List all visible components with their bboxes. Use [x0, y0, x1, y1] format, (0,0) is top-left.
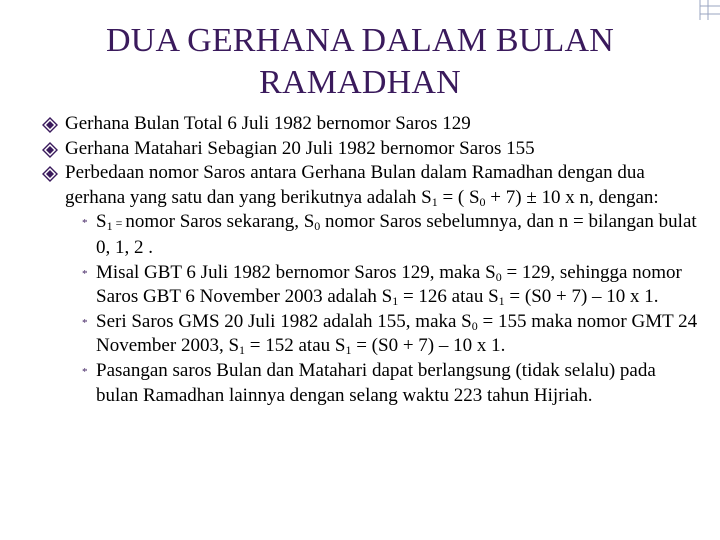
sub-bullet-item: [40, 310, 700, 359]
sub-bullet-item: [40, 210, 700, 260]
sub-bullet-item: [40, 359, 700, 408]
subscript: 1: [498, 294, 505, 309]
bullet-text: Perbedaan nomor Saros antara Gerhana Bulan dalam Ramadhan dengan dua gerhana yang satu dan yang berikutnya adalah S: [65, 162, 645, 208]
sub-text: Pasangan saros Bulan dan Matahari dapat berlangsung (tidak selalu) pada bulan Ramadhan lainnya dengan selang waktu 223 tahun Hijriah.: [96, 359, 656, 406]
subscript: 1: [239, 343, 246, 358]
diamond-bullet-icon: [42, 142, 58, 158]
subscript: 0: [314, 219, 321, 234]
sub-text: = (S0 + 7) – 10 x 1.: [504, 286, 659, 308]
sub-text: = 126 atau S: [398, 286, 499, 308]
sub-text: = (S0 + 7) – 10 x 1.: [351, 335, 506, 357]
subscript: 1: [345, 343, 352, 358]
subscript: 0: [471, 318, 478, 333]
sub-bullet-item: [40, 261, 700, 310]
sub-text: =: [112, 216, 126, 231]
bullet-text: = ( S: [437, 186, 480, 208]
sub-text: Misal GBT 6 Juli 1982 bernomor Saros 129, maka S: [96, 261, 496, 283]
subscript: 1: [106, 219, 113, 234]
star-bullet-icon: *: [82, 217, 88, 230]
sub-text: = 129, sehingga nomor Saros GBT 6 November 2003 adalah S: [96, 261, 682, 308]
bullet-item: [40, 112, 700, 137]
subscript: 0: [479, 194, 486, 209]
sub-text: = 152 atau S: [245, 335, 346, 357]
subscript: 1: [392, 294, 399, 309]
slide-content: [40, 112, 700, 408]
bullet-item: [40, 161, 700, 210]
star-bullet-icon: *: [82, 267, 88, 280]
star-bullet-icon: *: [82, 365, 88, 378]
bullet-text: Gerhana Bulan Total 6 Juli 1982 bernomor Saros 129: [65, 113, 471, 134]
sub-text: S: [96, 211, 107, 233]
subscript: 1: [431, 194, 438, 209]
sub-text: Seri Saros GMS 20 Juli 1982 adalah 155, maka S: [96, 310, 472, 332]
bullet-text: Gerhana Matahari Sebagian 20 Juli 1982 bernomor Saros 155: [65, 137, 535, 159]
star-bullet-icon: *: [82, 316, 88, 329]
subscript: 0: [495, 269, 502, 284]
bullet-text: + 7) ± 10 x n, dengan:: [485, 186, 659, 208]
sub-text: nomor Saros sekarang, S: [125, 211, 315, 233]
sub-text: nomor Saros sebelumnya, dan n = bilangan bulat 0, 1, 2 .: [96, 211, 697, 258]
diamond-bullet-icon: [42, 117, 58, 133]
title-line-1: DUA GERHANA DALAM BULAN: [106, 22, 614, 59]
page-title: [0, 20, 720, 104]
title-line-2: RAMADHAN: [259, 64, 461, 101]
sub-text: = 155 maka nomor GMT 24 November 2003, S: [96, 310, 698, 357]
bullet-item: [40, 137, 700, 162]
diamond-bullet-icon: [42, 166, 58, 182]
